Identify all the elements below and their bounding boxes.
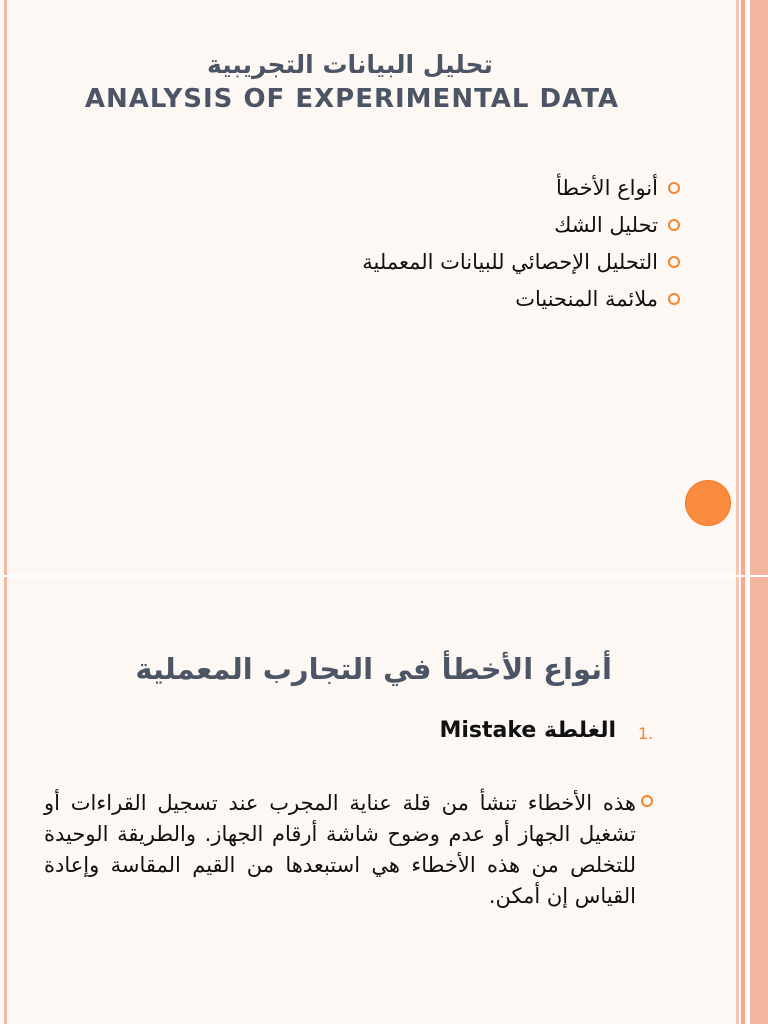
bullet-item bbox=[118, 244, 658, 281]
bullet-text: تحليل الشك bbox=[554, 213, 658, 237]
bullet-circle-icon bbox=[668, 182, 680, 194]
orange-circle-decoration bbox=[685, 480, 731, 526]
stripe-4 bbox=[750, 0, 768, 576]
slide-2-title: أنواع الأخطأ في التجارب المعملية bbox=[135, 652, 612, 686]
slide-title-arabic: تحليل البيانات التجريبية bbox=[207, 50, 493, 79]
bullet-text: أنواع الأخطأ bbox=[556, 176, 658, 200]
bullet-list bbox=[118, 170, 658, 318]
paragraph-text: هذه الأخطاء تنشأ من قلة عناية المجرب عند تسجيل القراءات أو تشغيل الجهاز أو عدم وضوح شاشة أرقام الجهاز. والطريقة الوحيدة للتخلص من هذه الأخطاء هي استبعدها من القيم المقاسة وإعادة القياس إن أمكن. bbox=[44, 791, 636, 908]
bullet-item bbox=[118, 170, 658, 207]
numbered-item-number: 1. bbox=[638, 724, 654, 743]
slide-2 bbox=[0, 576, 768, 1024]
bullet-text: التحليل الإحصائي للبيانات المعملية bbox=[362, 250, 658, 274]
numbered-item-text: الغلطة Mistake bbox=[439, 718, 616, 743]
bullet-circle-icon bbox=[668, 256, 680, 268]
bullet-item bbox=[118, 281, 658, 318]
bullet-text: ملائمة المنحنيات bbox=[515, 287, 658, 311]
right-decorative-stripes bbox=[736, 576, 768, 1024]
stripe-1 bbox=[736, 576, 739, 1024]
stripe-2 bbox=[741, 576, 745, 1024]
left-border-rule bbox=[4, 576, 7, 1024]
bullet-circle-icon bbox=[641, 795, 653, 807]
left-border-rule bbox=[4, 0, 7, 576]
bullet-item bbox=[118, 207, 658, 244]
bullet-circle-icon bbox=[668, 219, 680, 231]
stripe-2 bbox=[741, 0, 745, 576]
stripe-1 bbox=[736, 0, 739, 576]
right-decorative-stripes bbox=[736, 0, 768, 576]
stripe-4 bbox=[750, 576, 768, 1024]
bullet-circle-icon bbox=[668, 293, 680, 305]
slide-title-english: ANALYSIS OF EXPERIMENTAL DATA bbox=[84, 84, 620, 114]
slide-divider bbox=[0, 575, 768, 577]
